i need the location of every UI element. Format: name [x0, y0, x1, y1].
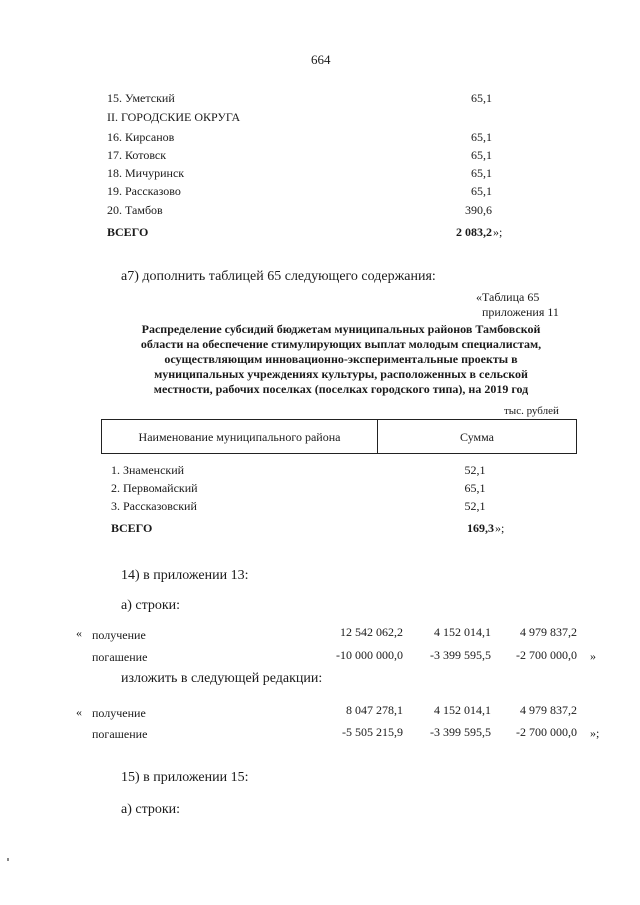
- total-suffix: »;: [495, 521, 505, 535]
- value-col1: 12 542 062,2: [340, 625, 403, 639]
- row-label: получение: [92, 628, 146, 642]
- total-value: 169,3: [467, 521, 494, 535]
- table-caption-line1: «Таблица 65: [476, 290, 540, 304]
- list-item-name: 15. Уметский: [107, 91, 175, 105]
- list-item-value: 390,6: [465, 203, 492, 217]
- units-label: тыс. рублей: [504, 405, 559, 417]
- list-item-value: 65,1: [471, 130, 492, 144]
- table-title-line: местности, рабочих поселках (поселках городского типа), на 2019 год: [153, 382, 529, 396]
- list-item-value: 65,1: [471, 148, 492, 162]
- value-col3: 4 979 837,2: [520, 703, 577, 717]
- table-title-line: осуществляющим инновационно-экспериментальные проекты в: [164, 352, 518, 366]
- amendment-a7: а7) дополнить таблицей 65 следующего содержания:: [121, 269, 436, 284]
- close-quote: »: [590, 649, 596, 663]
- item-15a: а) строки:: [121, 802, 181, 817]
- list-item-value: 65,1: [471, 91, 492, 105]
- table-title-line: муниципальных учреждениях культуры, расположенных в сельской: [154, 367, 528, 381]
- value-col1: 8 047 278,1: [346, 703, 403, 717]
- value-col2: 4 152 014,1: [434, 703, 491, 717]
- open-quote: «: [76, 705, 82, 719]
- list-item-name: 19. Рассказово: [107, 184, 181, 198]
- table-row-name: 1. Знаменский: [111, 463, 185, 477]
- value-col2: -3 399 595,5: [430, 648, 491, 662]
- total-label: ВСЕГО: [111, 521, 153, 535]
- table-title: [100, 322, 582, 397]
- table-row-value: 65,1: [464, 481, 486, 495]
- list-item-name: 20. Тамбов: [107, 203, 163, 217]
- value-col3: 4 979 837,2: [520, 625, 577, 639]
- item-14a: а) строки:: [121, 598, 181, 613]
- row-label: погашение: [92, 650, 148, 664]
- value-col1: -5 505 215,9: [342, 725, 403, 739]
- list-item-name: 16. Кирсанов: [107, 130, 175, 144]
- table-row-name: 2. Первомайский: [111, 481, 198, 495]
- table-row-name: 3. Рассказовский: [111, 499, 197, 513]
- header-district-name: Наименование муниципального района: [138, 430, 341, 444]
- table-caption-line2: приложения 11: [482, 305, 559, 319]
- item-15: 15) в приложении 15:: [121, 770, 249, 785]
- list-item-value: 65,1: [471, 166, 492, 180]
- open-quote: «: [76, 626, 82, 640]
- list-item-name: 17. Котовск: [107, 148, 167, 162]
- value-col3: -2 700 000,0: [516, 725, 577, 739]
- value-col1: -10 000 000,0: [336, 648, 403, 662]
- item-14: 14) в приложении 13:: [121, 568, 249, 583]
- value-col2: 4 152 014,1: [434, 625, 491, 639]
- value-col2: -3 399 595,5: [430, 725, 491, 739]
- total-suffix: »;: [493, 225, 503, 239]
- replace-instruction: изложить в следующей редакции:: [121, 671, 323, 686]
- value-col3: -2 700 000,0: [516, 648, 577, 662]
- table-row-value: 52,1: [464, 499, 486, 513]
- table-title-line: Распределение субсидий бюджетам муниципальных районов Тамбовской: [141, 322, 541, 336]
- total-value: 2 083,2: [456, 225, 492, 239]
- total-label: ВСЕГО: [107, 225, 149, 239]
- section-heading: II. ГОРОДСКИЕ ОКРУГА: [107, 110, 241, 124]
- page-number: 664: [311, 52, 331, 67]
- row-label: погашение: [92, 727, 148, 741]
- close-quote: »;: [590, 726, 600, 740]
- table-header: [101, 419, 577, 454]
- list-item-name: 18. Мичуринск: [107, 166, 185, 180]
- row-label: получение: [92, 706, 146, 720]
- scan-artifact: [7, 858, 9, 861]
- header-sum: Сумма: [460, 430, 494, 444]
- table-title-line: области на обеспечение стимулирующих выплат молодым специалистам,: [140, 337, 542, 351]
- list-item-value: 65,1: [471, 184, 492, 198]
- table-row-value: 52,1: [464, 463, 486, 477]
